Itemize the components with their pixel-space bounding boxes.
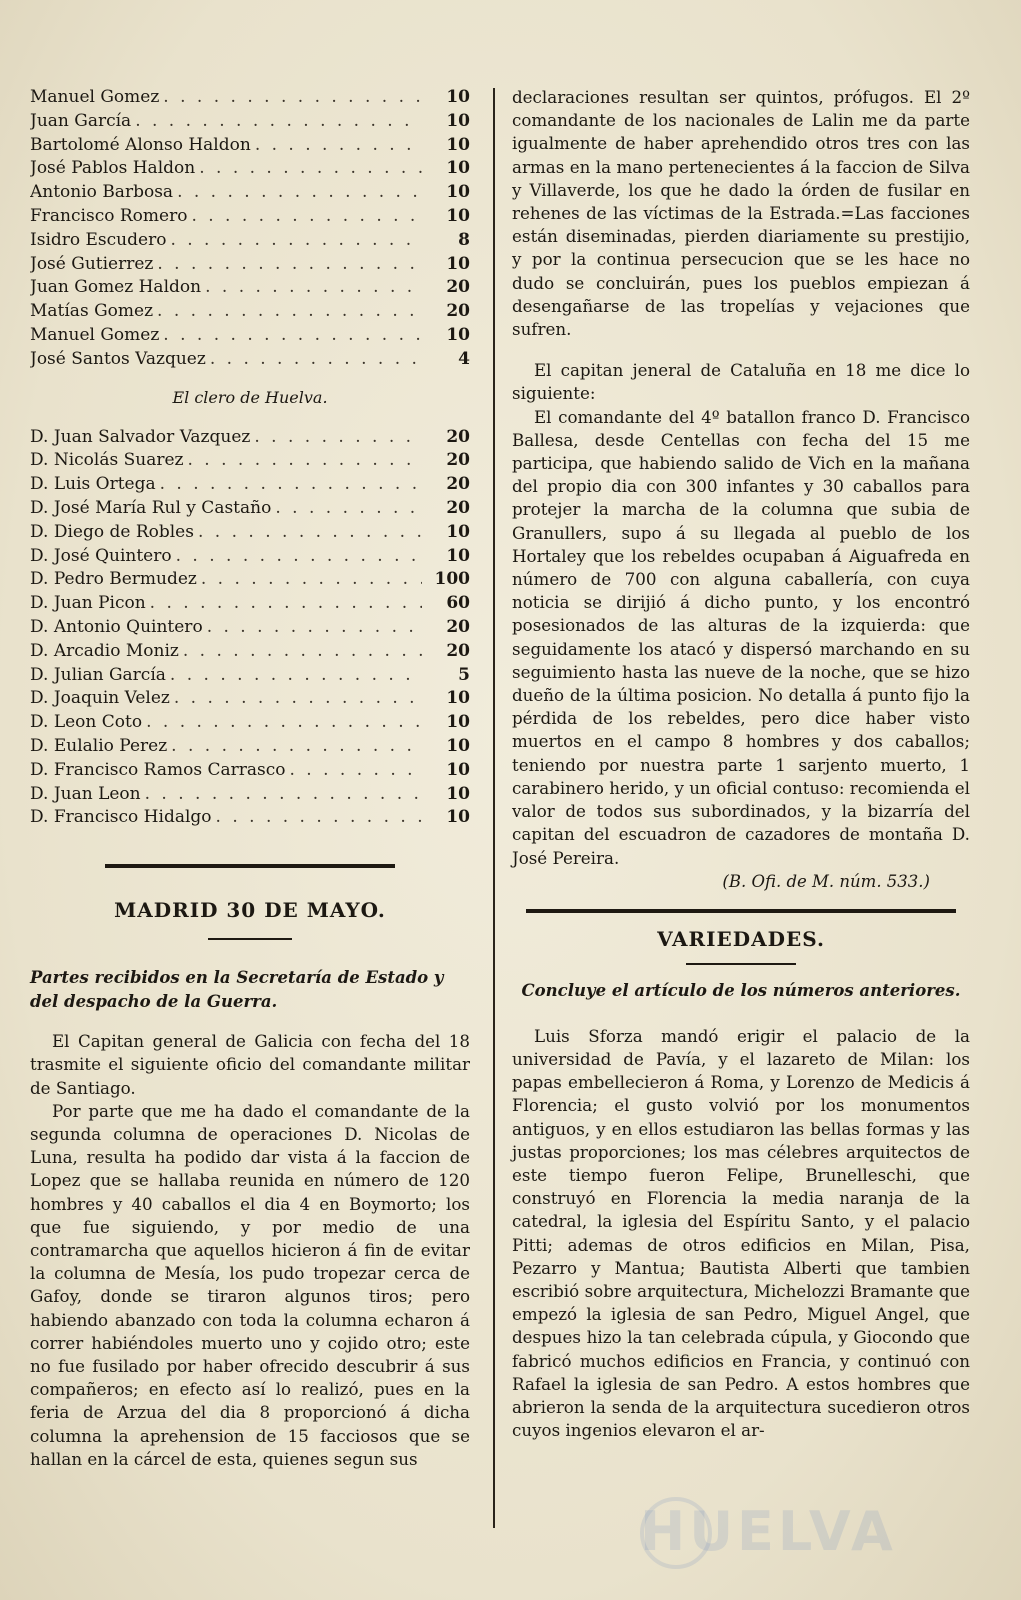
right-column bbox=[512, 86, 970, 1442]
cataluna-paragraph-2: El comandante del 4º batallon franco D. Francisco Ballesa, desde Centellas con fecha del 15 me participa, que habiendo salido de Vich en la mañana del propio dia con 300 infantes y 30 caballos para protejer la marcha de la columna que subia de Granullers, supo á su llegada al pueblo de los Hortaley que los rebeldes ocupaban á Aiguafreda en número de 700 con alguna caballería, con cuya noticia se dirijió á dicho punto, y los encontró posesionados de las alturas de la izquierda: que seguidamente los atacó y dispersó marchando en su seguimiento hasta las nueve de la noche, que se hizo dueño de la última posicion. No detalla á punto fijo la pérdida de los rebeldes, pero dice haber visto muertos en el campo 8 hombres y dos caballos; teniendo por nuestra parte 1 sarjento muerto, 1 carabinero herido, y un oficial contuso: recomienda el valor de todos sus subordinados, y la bizarría del capitan del escuadron de cazadores de montaña D. José Pereira. bbox=[512, 406, 970, 868]
dot-leader bbox=[145, 783, 422, 807]
list-item bbox=[30, 568, 470, 592]
contribution-amount: 10 bbox=[446, 521, 470, 542]
galicia-paragraph-1: El Capitan general de Galicia con fecha del 18 trasmite el siguiente oficio del comandante militar de Santiago. bbox=[30, 1031, 470, 1098]
dot-leader bbox=[198, 521, 422, 545]
contributor-list bbox=[30, 86, 470, 372]
dot-leader bbox=[160, 473, 422, 497]
list-item bbox=[30, 616, 470, 640]
list-item bbox=[30, 497, 470, 521]
contribution-amount: 10 bbox=[446, 134, 470, 155]
dot-leader bbox=[146, 711, 422, 735]
list-item bbox=[30, 110, 470, 134]
dot-leader bbox=[201, 568, 422, 592]
contribution-amount: 10 bbox=[446, 158, 470, 179]
contributor-name: D. Eulalio Perez bbox=[30, 735, 168, 756]
contributor-name: D. Francisco Hidalgo bbox=[30, 807, 212, 828]
contribution-amount: 20 bbox=[446, 450, 470, 471]
variedades-heading: VARIEDADES. bbox=[657, 926, 825, 951]
contribution-amount: 10 bbox=[446, 807, 470, 828]
list-item bbox=[30, 348, 470, 372]
contributor-name: D. Juan Salvador Vazquez bbox=[30, 426, 251, 447]
list-item bbox=[30, 806, 470, 830]
contribution-amount: 100 bbox=[434, 569, 470, 590]
dot-leader bbox=[255, 134, 422, 158]
partes-title: Partes recibidos en la Secretaría de Estado y del despacho de la Guerra. bbox=[30, 968, 444, 1012]
list-item bbox=[30, 181, 470, 205]
dot-leader bbox=[171, 735, 422, 759]
contributor-name: D. Luis Ortega bbox=[30, 474, 156, 495]
contributor-name: D. Antonio Quintero bbox=[30, 616, 203, 637]
contributor-name: D. Juan Picon bbox=[30, 593, 146, 614]
contribution-amount: 10 bbox=[446, 735, 470, 756]
contributor-name: Bartolomé Alonso Haldon bbox=[30, 134, 251, 155]
dot-leader bbox=[176, 545, 422, 569]
clergy-contributor-list bbox=[30, 426, 470, 831]
dot-leader bbox=[187, 449, 422, 473]
list-item bbox=[30, 324, 470, 348]
contributor-name: D. Joaquin Velez bbox=[30, 688, 170, 709]
contribution-amount: 20 bbox=[446, 474, 470, 495]
contributor-name: Manuel Gomez bbox=[30, 324, 160, 345]
dot-leader bbox=[135, 110, 422, 134]
clero-heading: El clero de Huelva. bbox=[172, 387, 328, 407]
contribution-amount: 8 bbox=[458, 229, 470, 250]
list-item bbox=[30, 687, 470, 711]
contributor-name: D. Diego de Robles bbox=[30, 521, 194, 542]
contribution-amount: 20 bbox=[446, 277, 470, 298]
contributor-name: Matías Gomez bbox=[30, 301, 154, 322]
list-item bbox=[30, 134, 470, 158]
dot-leader bbox=[216, 806, 422, 830]
dot-leader bbox=[275, 497, 422, 521]
column-rule bbox=[493, 88, 495, 1528]
cataluna-paragraph-1: El capitan jeneral de Cataluña en 18 me dice lo siguiente: bbox=[512, 360, 970, 404]
contribution-amount: 10 bbox=[446, 688, 470, 709]
list-item bbox=[30, 711, 470, 735]
contributor-name: Juan García bbox=[30, 110, 132, 131]
madrid-heading: MADRID 30 DE MAYO. bbox=[114, 898, 386, 923]
contributor-name: Isidro Escudero bbox=[30, 229, 167, 250]
contributor-name: D. Nicolás Suarez bbox=[30, 450, 184, 471]
dot-leader bbox=[157, 300, 422, 324]
dot-leader bbox=[207, 616, 422, 640]
dot-leader bbox=[177, 181, 422, 205]
list-item bbox=[30, 157, 470, 181]
contributor-name: D. Leon Coto bbox=[30, 712, 143, 733]
contributor-name: D. José Quintero bbox=[30, 545, 172, 566]
list-item bbox=[30, 229, 470, 253]
contribution-amount: 10 bbox=[446, 205, 470, 226]
contributor-name: Juan Gomez Haldon bbox=[30, 277, 202, 298]
galicia-continuation: declaraciones resultan ser quintos, prófugos. El 2º comandante de los nacionales de Lalin me da parte igualmente de haber aprehendido otros tres con las armas en la mano pertenecientes á la faccion de Silva y Villaverde, los que he dado la órden de fusilar en rehenes de las víctimas de la Estrada.=Las facciones están diseminadas, pierden diariamente su prestijio, y por la continua persecucion que se les hace no dudo se concluirán, pues los pueblos empiezan á desengañarse de las tropelías y vejaciones que sufren. bbox=[512, 87, 970, 340]
dot-leader bbox=[163, 324, 422, 348]
list-item bbox=[30, 253, 470, 277]
contributor-name: D. Francisco Ramos Carrasco bbox=[30, 759, 286, 780]
source-citation: (B. Ofi. de M. núm. 533.) bbox=[722, 871, 930, 891]
contributor-name: D. Arcadio Moniz bbox=[30, 640, 179, 661]
list-item bbox=[30, 640, 470, 664]
dot-leader bbox=[150, 592, 422, 616]
contributor-name: José Gutierrez bbox=[30, 253, 154, 274]
contributor-name: D. Julian García bbox=[30, 664, 166, 685]
contribution-amount: 4 bbox=[458, 348, 470, 369]
contribution-amount: 10 bbox=[446, 110, 470, 131]
dot-leader bbox=[254, 426, 422, 450]
contributor-name: D. José María Rul y Castaño bbox=[30, 497, 272, 518]
contribution-amount: 10 bbox=[446, 545, 470, 566]
contribution-amount: 10 bbox=[446, 87, 470, 107]
contribution-amount: 10 bbox=[446, 253, 470, 274]
dot-leader bbox=[290, 759, 423, 783]
list-item bbox=[30, 276, 470, 300]
list-item bbox=[30, 664, 470, 688]
contribution-amount: 10 bbox=[446, 182, 470, 203]
watermark: HUELVA bbox=[640, 1500, 897, 1563]
list-item bbox=[30, 783, 470, 807]
contributor-name: Manuel Gomez bbox=[30, 87, 160, 107]
list-item bbox=[30, 759, 470, 783]
dot-leader bbox=[163, 86, 422, 110]
list-item bbox=[30, 545, 470, 569]
variedades-paragraph: Luis Sforza mandó erigir el palacio de la universidad de Pavía, y el lazareto de Milan: los papas embellecieron á Roma, y Lorenzo de Medicis á Florencia; el gusto volvió por los monumentos antiguos, y en ellos estudiaron las bellas formas y las justas proporciones; los mas célebres arquitectos de este tiempo fueron Felipe, Brunelleschi, que construyó en Florencia la media naranja de la catedral, la iglesia del Espíritu Santo, y el palacio Pitti; ademas de otros edificios en Milan, Pisa, Pezarro y Mantua; Bautista Alberti que tambien escribió sobre arquitectura, Michelozzi Bramante que empezó la iglesia de san Pedro, Miguel Angel, que despues hizo la tan celebrada cúpula, y Giocondo que fabricó muchos edificios en Francia, y continuó con Rafael la iglesia de san Pedro. A estos hombres que abrieron la senda de la arquitectura sucedieron otros cuyos ingenios elevaron el ar- bbox=[512, 1025, 970, 1441]
list-item bbox=[30, 426, 470, 450]
list-item bbox=[30, 735, 470, 759]
list-item bbox=[30, 300, 470, 324]
contributor-name: Francisco Romero bbox=[30, 205, 188, 226]
dot-leader bbox=[205, 276, 422, 300]
galicia-paragraph-2: Por parte que me ha dado el comandante de la segunda columna de operaciones D. Nicolas de Luna, resulta ha podido dar vista á la faccion de Lopez que se hallaba reunida en número de 120 hombres y 40 caballos el dia 4 en Boymorto; los que fue siguiendo, y por medio de una contramarcha que aquellos hicieron á fin de evitar la columna de Mesía, los pudo tropezar cerca de Gafoy, donde se tiraron algunos tiros; pero habiendo abanzado con toda la columna echaron á correr habiéndoles muerto uno y cojido otro; este no fue fusilado por haber ofrecido descubrir á sus compañeros; en efecto así lo realizó, pues en la feria de Arzua del dia 8 proporcionó á dicha columna la aprehension de 15 facciosos que se hallan en la cárcel de esta, quienes segun sus bbox=[30, 1100, 470, 1469]
dot-leader bbox=[210, 348, 422, 372]
contribution-amount: 20 bbox=[446, 616, 470, 637]
contributor-name: D. Pedro Bermudez bbox=[30, 569, 197, 590]
dot-leader bbox=[191, 205, 422, 229]
dot-leader bbox=[170, 664, 422, 688]
dot-leader bbox=[157, 253, 422, 277]
dot-leader bbox=[183, 640, 422, 664]
contributor-name: Antonio Barbosa bbox=[30, 182, 174, 203]
list-item bbox=[30, 473, 470, 497]
list-item bbox=[30, 205, 470, 229]
concluye-subtitle: Concluye el artículo de los números anteriores. bbox=[521, 980, 961, 1000]
contributor-name: José Pablos Haldon bbox=[30, 158, 196, 179]
left-column bbox=[30, 86, 470, 1471]
list-item bbox=[30, 521, 470, 545]
contribution-amount: 20 bbox=[446, 301, 470, 322]
contribution-amount: 10 bbox=[446, 759, 470, 780]
contribution-amount: 20 bbox=[446, 497, 470, 518]
list-item bbox=[30, 449, 470, 473]
contribution-amount: 20 bbox=[446, 640, 470, 661]
contribution-amount: 20 bbox=[446, 426, 470, 447]
dot-leader bbox=[170, 229, 422, 253]
dot-leader bbox=[199, 157, 422, 181]
contribution-amount: 10 bbox=[446, 324, 470, 345]
contribution-amount: 5 bbox=[458, 664, 470, 685]
list-item bbox=[30, 86, 470, 110]
contribution-amount: 10 bbox=[446, 783, 470, 804]
list-item bbox=[30, 592, 470, 616]
contribution-amount: 10 bbox=[446, 712, 470, 733]
contributor-name: José Santos Vazquez bbox=[30, 348, 206, 369]
contribution-amount: 60 bbox=[446, 593, 470, 614]
dot-leader bbox=[174, 687, 422, 711]
contributor-name: D. Juan Leon bbox=[30, 783, 141, 804]
